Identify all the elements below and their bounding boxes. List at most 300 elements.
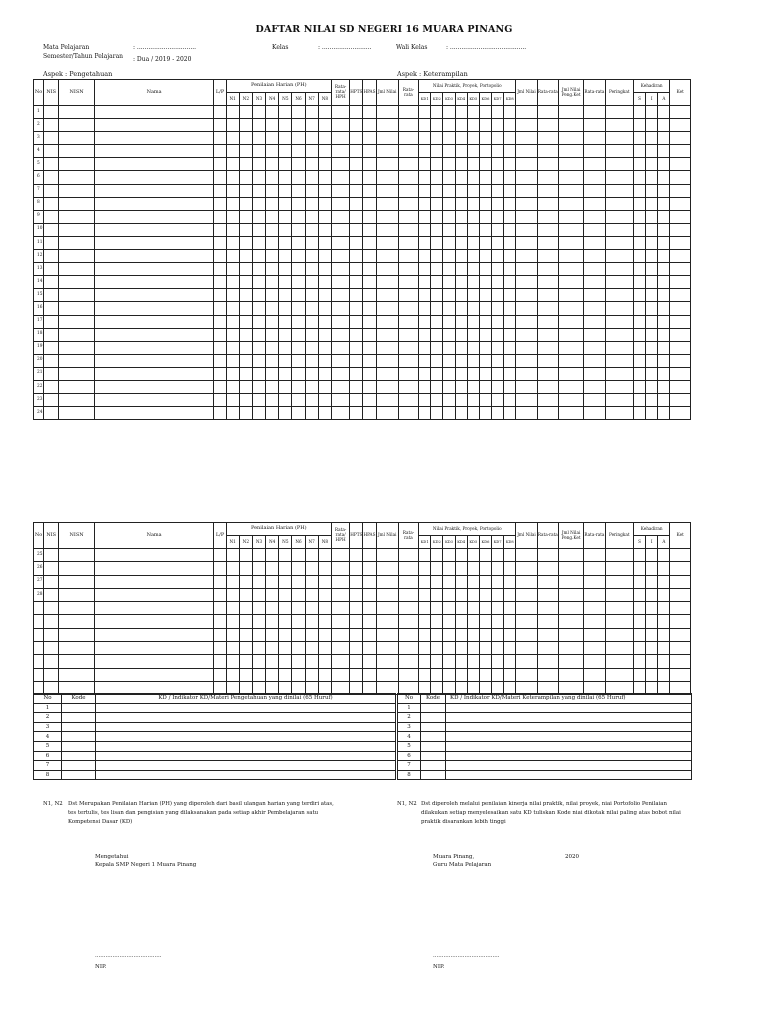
grade-cell (419, 119, 431, 132)
grade-cell (279, 223, 292, 236)
col-header-rata-rata: Rata-rata (398, 80, 418, 106)
grade-cell (94, 315, 214, 328)
table-row (34, 106, 691, 119)
grade-cell (59, 223, 94, 236)
grade-cell (419, 575, 431, 588)
grade-cell (584, 602, 605, 615)
row-number (34, 628, 44, 641)
grade-cell (398, 210, 418, 223)
kd-row (34, 770, 396, 780)
grade-cell (59, 315, 94, 328)
grade-cell (443, 145, 455, 158)
grade-cell (59, 615, 94, 628)
grade-cell (363, 549, 376, 562)
grade-cell (467, 655, 479, 668)
grade-cell (633, 197, 645, 210)
grade-cell (443, 341, 455, 354)
grade-cell (537, 394, 558, 407)
grade-cell (467, 341, 479, 354)
col-header-lp: L/P (214, 80, 226, 106)
grade-cell (492, 132, 504, 145)
grade-cell (376, 354, 398, 367)
grade-cell (252, 145, 265, 158)
grade-cell (279, 236, 292, 249)
grade-cell (633, 315, 645, 328)
grade-cell (226, 602, 239, 615)
col-header-kd-7: KD7 (492, 93, 504, 106)
grade-cell (633, 562, 645, 575)
row-number: 3 (34, 132, 44, 145)
grade-cell (318, 158, 331, 171)
col-header-ph-8: N8 (318, 93, 331, 106)
kd-kode-cell (62, 741, 96, 751)
grade-cell (331, 184, 349, 197)
grade-cell (443, 380, 455, 393)
grade-cell (443, 315, 455, 328)
grade-cell (467, 210, 479, 223)
grade-cell (292, 407, 305, 420)
grade-cell (398, 145, 418, 158)
grade-cell (443, 588, 455, 601)
grade-cell (44, 642, 59, 655)
table-row (34, 562, 691, 575)
grade-cell (558, 655, 583, 668)
grade-cell (467, 263, 479, 276)
grade-cell (633, 642, 645, 655)
grade-cell (431, 250, 443, 263)
grade-cell (331, 197, 349, 210)
kd-desc-cell (446, 713, 692, 723)
grade-cell (558, 588, 583, 601)
table-row (34, 263, 691, 276)
grade-cell (537, 145, 558, 158)
grade-cell (252, 380, 265, 393)
grade-cell (363, 158, 376, 171)
grade-cell (443, 668, 455, 681)
grade-cell (419, 549, 431, 562)
grade-cell (226, 263, 239, 276)
grade-cell (431, 628, 443, 641)
grade-cell (558, 354, 583, 367)
grade-cell (479, 668, 491, 681)
grade-cell (331, 119, 349, 132)
grade-cell (670, 642, 691, 655)
kelas-label: Kelas (272, 44, 289, 51)
grade-cell (504, 223, 516, 236)
grade-cell (398, 341, 418, 354)
row-number: 2 (34, 119, 44, 132)
grade-cell (504, 602, 516, 615)
grade-cell (44, 655, 59, 668)
grade-cell (431, 341, 443, 354)
grade-cell (214, 341, 226, 354)
grade-cell (214, 668, 226, 681)
col-header-kd-8: KD8 (504, 93, 516, 106)
kd-row-number: 6 (34, 751, 62, 761)
grade-cell (266, 575, 279, 588)
grade-cell (363, 236, 376, 249)
grade-cell (467, 315, 479, 328)
grade-cell (214, 562, 226, 575)
grade-cell (467, 367, 479, 380)
kd-row-number: 7 (398, 761, 421, 771)
grade-cell (318, 602, 331, 615)
col-header-kd-1: KD1 (419, 536, 431, 549)
grade-cell (363, 407, 376, 420)
grade-cell (584, 145, 605, 158)
grade-cell (516, 276, 537, 289)
grade-cell (292, 602, 305, 615)
kd-kode-cell (421, 713, 446, 723)
grade-cell (363, 562, 376, 575)
grade-cell (443, 328, 455, 341)
grade-cell (419, 588, 431, 601)
grade-cell (455, 668, 467, 681)
kd-header-desc: KD / Indikator KD/Materi Pengetahuan yang dinilai (65 Huruf) (96, 694, 396, 704)
grade-cell (455, 562, 467, 575)
grade-cell (492, 341, 504, 354)
grade-cell (376, 407, 398, 420)
grade-cell (646, 354, 658, 367)
grade-cell (584, 106, 605, 119)
table-row (34, 615, 691, 628)
grade-cell (537, 562, 558, 575)
grade-cell (398, 119, 418, 132)
grade-cell (350, 250, 363, 263)
grade-cell (479, 276, 491, 289)
grade-cell (239, 354, 252, 367)
grade-cell (214, 236, 226, 249)
grade-cell (646, 367, 658, 380)
grade-cell (376, 602, 398, 615)
grade-cell (516, 302, 537, 315)
grade-cell (633, 628, 645, 641)
grade-cell (558, 575, 583, 588)
grade-cell (584, 642, 605, 655)
grade-cell (376, 132, 398, 145)
grade-cell (305, 575, 318, 588)
grade-cell (646, 250, 658, 263)
grade-cell (516, 380, 537, 393)
grade-cell (431, 407, 443, 420)
grade-cell (94, 171, 214, 184)
grade-cell (350, 394, 363, 407)
grade-cell (558, 250, 583, 263)
grade-cell (318, 184, 331, 197)
grade-cell (670, 315, 691, 328)
grade-cell (318, 302, 331, 315)
grade-cell (239, 106, 252, 119)
grade-cell (318, 668, 331, 681)
grade-cell (479, 197, 491, 210)
grade-cell (292, 655, 305, 668)
grade-cell (292, 223, 305, 236)
grade-cell (376, 119, 398, 132)
grade-cell (419, 367, 431, 380)
grade-cell (305, 250, 318, 263)
kd-desc-cell (446, 741, 692, 751)
grade-cell (266, 276, 279, 289)
grade-cell (44, 588, 59, 601)
grade-cell (279, 145, 292, 158)
grade-cell (492, 562, 504, 575)
grade-cell (350, 119, 363, 132)
grade-cell (443, 407, 455, 420)
grade-cell (584, 289, 605, 302)
grade-cell (646, 263, 658, 276)
kd-row (34, 722, 396, 732)
grade-cell (279, 575, 292, 588)
grade-cell (44, 184, 59, 197)
grade-cell (455, 302, 467, 315)
grade-cell (226, 197, 239, 210)
grade-cell (266, 615, 279, 628)
grade-cell (94, 197, 214, 210)
grade-cell (59, 367, 94, 380)
grade-cell (239, 223, 252, 236)
grade-cell (239, 380, 252, 393)
col-header-rata-hph: Rata-rata/ HPH (331, 80, 349, 106)
grade-cell (376, 223, 398, 236)
grade-cell (363, 289, 376, 302)
grade-cell (398, 407, 418, 420)
grade-cell (94, 407, 214, 420)
grade-cell (537, 341, 558, 354)
grade-cell (350, 145, 363, 158)
grade-cell (431, 588, 443, 601)
grade-cell (558, 642, 583, 655)
grade-cell (537, 276, 558, 289)
table-row (34, 341, 691, 354)
grade-cell (670, 668, 691, 681)
kd-skill-table (397, 693, 692, 780)
grade-cell (584, 184, 605, 197)
grade-cell (467, 628, 479, 641)
kd-row (398, 770, 692, 780)
grade-cell (584, 380, 605, 393)
grade-cell (292, 171, 305, 184)
grade-cell (239, 549, 252, 562)
grade-cell (252, 197, 265, 210)
grade-cell (479, 394, 491, 407)
grade-cell (479, 145, 491, 158)
grade-cell (305, 367, 318, 380)
grade-cell (376, 171, 398, 184)
col-header-nis: NIS (44, 523, 59, 549)
grade-cell (398, 562, 418, 575)
grade-cell (479, 642, 491, 655)
grade-cell (455, 145, 467, 158)
grade-cell (431, 549, 443, 562)
grade-cell (239, 119, 252, 132)
grade-cell (318, 263, 331, 276)
grade-cell (492, 276, 504, 289)
grade-cell (398, 236, 418, 249)
grade-cell (44, 367, 59, 380)
grade-cell (658, 302, 670, 315)
grade-cell (516, 132, 537, 145)
grade-cell (252, 328, 265, 341)
grade-cell (363, 642, 376, 655)
kd-row-number: 1 (34, 703, 62, 713)
grade-cell (504, 328, 516, 341)
grade-cell (350, 132, 363, 145)
grade-cell (605, 394, 633, 407)
grade-cell (44, 158, 59, 171)
grade-cell (279, 263, 292, 276)
grade-cell (419, 354, 431, 367)
grade-cell (455, 263, 467, 276)
table-row (34, 276, 691, 289)
grade-cell (214, 575, 226, 588)
grade-cell (331, 328, 349, 341)
grade-cell (279, 132, 292, 145)
grade-cell (537, 588, 558, 601)
grade-cell (419, 315, 431, 328)
grade-cell (431, 367, 443, 380)
grade-cell (658, 106, 670, 119)
row-number: 10 (34, 223, 44, 236)
grade-cell (516, 197, 537, 210)
row-number: 1 (34, 106, 44, 119)
col-header-ph-1: N1 (226, 536, 239, 549)
grade-cell (266, 223, 279, 236)
grade-cell (658, 184, 670, 197)
col-header-nama: Nama (94, 523, 214, 549)
grade-cell (94, 289, 214, 302)
grade-cell (398, 106, 418, 119)
grade-cell (455, 407, 467, 420)
grade-cell (363, 668, 376, 681)
grade-cell (492, 289, 504, 302)
grade-cell (59, 184, 94, 197)
col-header-ket: Ket (670, 523, 691, 549)
grade-cell (504, 210, 516, 223)
grade-cell (646, 549, 658, 562)
grade-cell (279, 407, 292, 420)
grade-cell (398, 289, 418, 302)
table-row (34, 132, 691, 145)
grade-cell (44, 668, 59, 681)
grade-cell (252, 602, 265, 615)
col-header-rata-rata-3: Rata-rata (584, 523, 605, 549)
grade-cell (492, 655, 504, 668)
grade-cell (226, 367, 239, 380)
grade-cell (455, 276, 467, 289)
grade-cell (419, 171, 431, 184)
grade-cell (59, 642, 94, 655)
grade-cell (633, 602, 645, 615)
grade-cell (467, 549, 479, 562)
grade-cell (214, 549, 226, 562)
grade-cell (670, 588, 691, 601)
grade-cell (605, 655, 633, 668)
col-header-ph-6: N6 (292, 93, 305, 106)
grade-cell (419, 106, 431, 119)
grade-cell (398, 171, 418, 184)
col-header-rata-rata-2: Rata-rata (537, 80, 558, 106)
row-number (34, 668, 44, 681)
grade-cell (455, 315, 467, 328)
grade-cell (558, 407, 583, 420)
grade-cell (455, 184, 467, 197)
note-left-key: N1, N2 (43, 801, 63, 807)
sign-right-year: 2020 (565, 854, 579, 860)
grade-cell (516, 588, 537, 601)
table-row (34, 315, 691, 328)
grade-cell (658, 250, 670, 263)
grade-cell (646, 602, 658, 615)
grade-cell (363, 315, 376, 328)
grade-cell (331, 236, 349, 249)
grade-cell (331, 628, 349, 641)
grade-cell (443, 119, 455, 132)
grade-cell (479, 250, 491, 263)
grade-cell (331, 562, 349, 575)
grade-cell (44, 223, 59, 236)
grade-cell (363, 367, 376, 380)
grade-cell (305, 236, 318, 249)
grade-cell (479, 341, 491, 354)
sign-right-dots: ...................................... (433, 953, 500, 959)
kd-row (34, 741, 396, 751)
grade-cell (239, 315, 252, 328)
grade-cell (331, 132, 349, 145)
kd-kode-cell (62, 722, 96, 732)
grade-cell (350, 380, 363, 393)
grade-cell (504, 158, 516, 171)
grade-cell (584, 588, 605, 601)
col-header-ph-7: N7 (305, 93, 318, 106)
kd-kode-cell (421, 770, 446, 780)
grade-cell (537, 171, 558, 184)
grade-cell (398, 158, 418, 171)
kd-row-number: 6 (398, 751, 421, 761)
col-header-ph-4: N4 (266, 93, 279, 106)
grade-cell (266, 197, 279, 210)
grade-cell (670, 184, 691, 197)
grade-cell (44, 562, 59, 575)
grade-cell (492, 354, 504, 367)
grade-cell (252, 171, 265, 184)
table-row (34, 223, 691, 236)
grade-cell (455, 106, 467, 119)
grade-cell (455, 380, 467, 393)
grade-cell (467, 184, 479, 197)
grade-cell (59, 302, 94, 315)
col-header-nama: Nama (94, 80, 214, 106)
grade-cell (537, 602, 558, 615)
grade-cell (226, 549, 239, 562)
grade-cell (226, 575, 239, 588)
grade-cell (584, 354, 605, 367)
grade-cell (605, 642, 633, 655)
grade-cell (658, 315, 670, 328)
grade-cell (59, 119, 94, 132)
grade-cell (658, 602, 670, 615)
table-row (34, 642, 691, 655)
note-right-text: Dst diperoleh melalui penilaian kinerja nilai praktik, nilai proyek, niai Portofolio Penilaian dilakukan setiap menyelesaikan satu KD tuliskan Kode niai dikotak nilai paling atas bobot nilai praktik disarankan lebih tinggi (421, 801, 681, 825)
grade-cell (584, 655, 605, 668)
grade-cell (431, 302, 443, 315)
grade-cell (305, 380, 318, 393)
grade-cell (516, 575, 537, 588)
grade-cell (455, 575, 467, 588)
grade-cell (633, 302, 645, 315)
grade-cell (305, 328, 318, 341)
kd-desc-cell (96, 722, 396, 732)
grade-cell (467, 642, 479, 655)
